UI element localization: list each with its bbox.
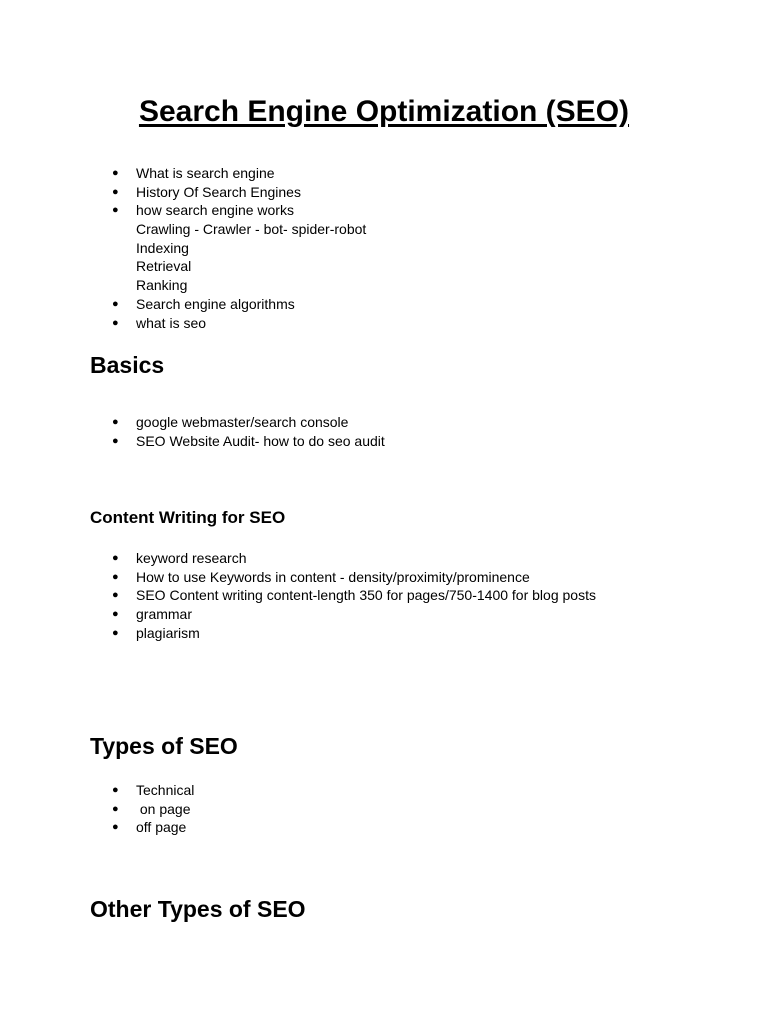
list-item <box>0 164 768 183</box>
list-item-text: plagiarism <box>136 624 200 641</box>
list-item-continuation <box>0 239 768 258</box>
list-item-text: what is seo <box>136 314 207 331</box>
bullet-icon: ● <box>112 784 119 796</box>
list-item <box>0 781 768 800</box>
list-item <box>0 413 768 432</box>
list-item <box>0 314 768 333</box>
list-item-continuation <box>0 257 768 276</box>
bullet-icon: ● <box>112 802 119 815</box>
list-item <box>0 800 768 819</box>
types-list <box>0 781 768 837</box>
list-item-text: Technical <box>136 782 195 798</box>
list-item <box>0 432 768 451</box>
list-item <box>0 818 768 837</box>
basics-list <box>0 413 768 450</box>
list-item <box>0 295 768 314</box>
content-writing-list <box>0 549 768 642</box>
bullet-icon: ● <box>112 608 119 621</box>
document-title: Search Engine Optimization (SEO) <box>138 95 630 128</box>
bullet-icon: ● <box>112 167 119 179</box>
list-item-text: Crawling - Crawler - bot- spider-robot <box>136 221 367 238</box>
bullet-icon: ● <box>112 552 119 564</box>
list-item <box>0 201 768 220</box>
list-item-continuation <box>0 276 768 295</box>
bullet-icon: ● <box>112 204 119 217</box>
list-item-text: on page <box>136 800 191 817</box>
bullet-icon: ● <box>112 297 119 310</box>
list-item <box>0 568 768 587</box>
list-item-text: google webmaster/search console <box>136 414 349 430</box>
bullet-icon: ● <box>112 434 119 447</box>
types-heading: Types of SEO <box>90 733 238 759</box>
list-item-text: How to use Keywords in content - density/proximity/prominence <box>136 568 530 585</box>
bullet-icon: ● <box>112 626 119 639</box>
list-item <box>0 624 768 643</box>
list-item-text: Retrieval <box>136 258 192 275</box>
list-item <box>0 183 768 202</box>
bullet-icon: ● <box>112 570 119 583</box>
other-types-heading: Other Types of SEO <box>90 896 306 922</box>
list-item-text: What is search engine <box>136 165 275 181</box>
list-item-text: Ranking <box>136 277 188 294</box>
list-item-continuation <box>0 220 768 239</box>
bullet-icon: ● <box>112 185 119 198</box>
list-item-text: Indexing <box>136 239 189 256</box>
bullet-icon: ● <box>112 416 119 428</box>
list-item-text: grammar <box>136 606 193 623</box>
list-item-text: History Of Search Engines <box>136 183 301 200</box>
intro-list <box>0 164 768 332</box>
list-item-text: how search engine works <box>136 202 294 219</box>
content-writing-heading: Content Writing for SEO <box>90 508 286 527</box>
list-item <box>0 605 768 624</box>
list-item-text: keyword research <box>136 550 247 566</box>
list-item-text: SEO Website Audit- how to do seo audit <box>136 432 385 449</box>
list-item <box>0 586 768 605</box>
basics-heading: Basics <box>90 352 165 378</box>
bullet-icon: ● <box>112 589 119 602</box>
list-item-text: off page <box>136 819 187 836</box>
list-item-text: SEO Content writing content-length 350 for pages/750-1400 for blog posts <box>136 587 596 604</box>
bullet-icon: ● <box>112 316 119 329</box>
bullet-icon: ● <box>112 821 119 834</box>
list-item-text: Search engine algorithms <box>136 295 295 312</box>
list-item <box>0 549 768 568</box>
